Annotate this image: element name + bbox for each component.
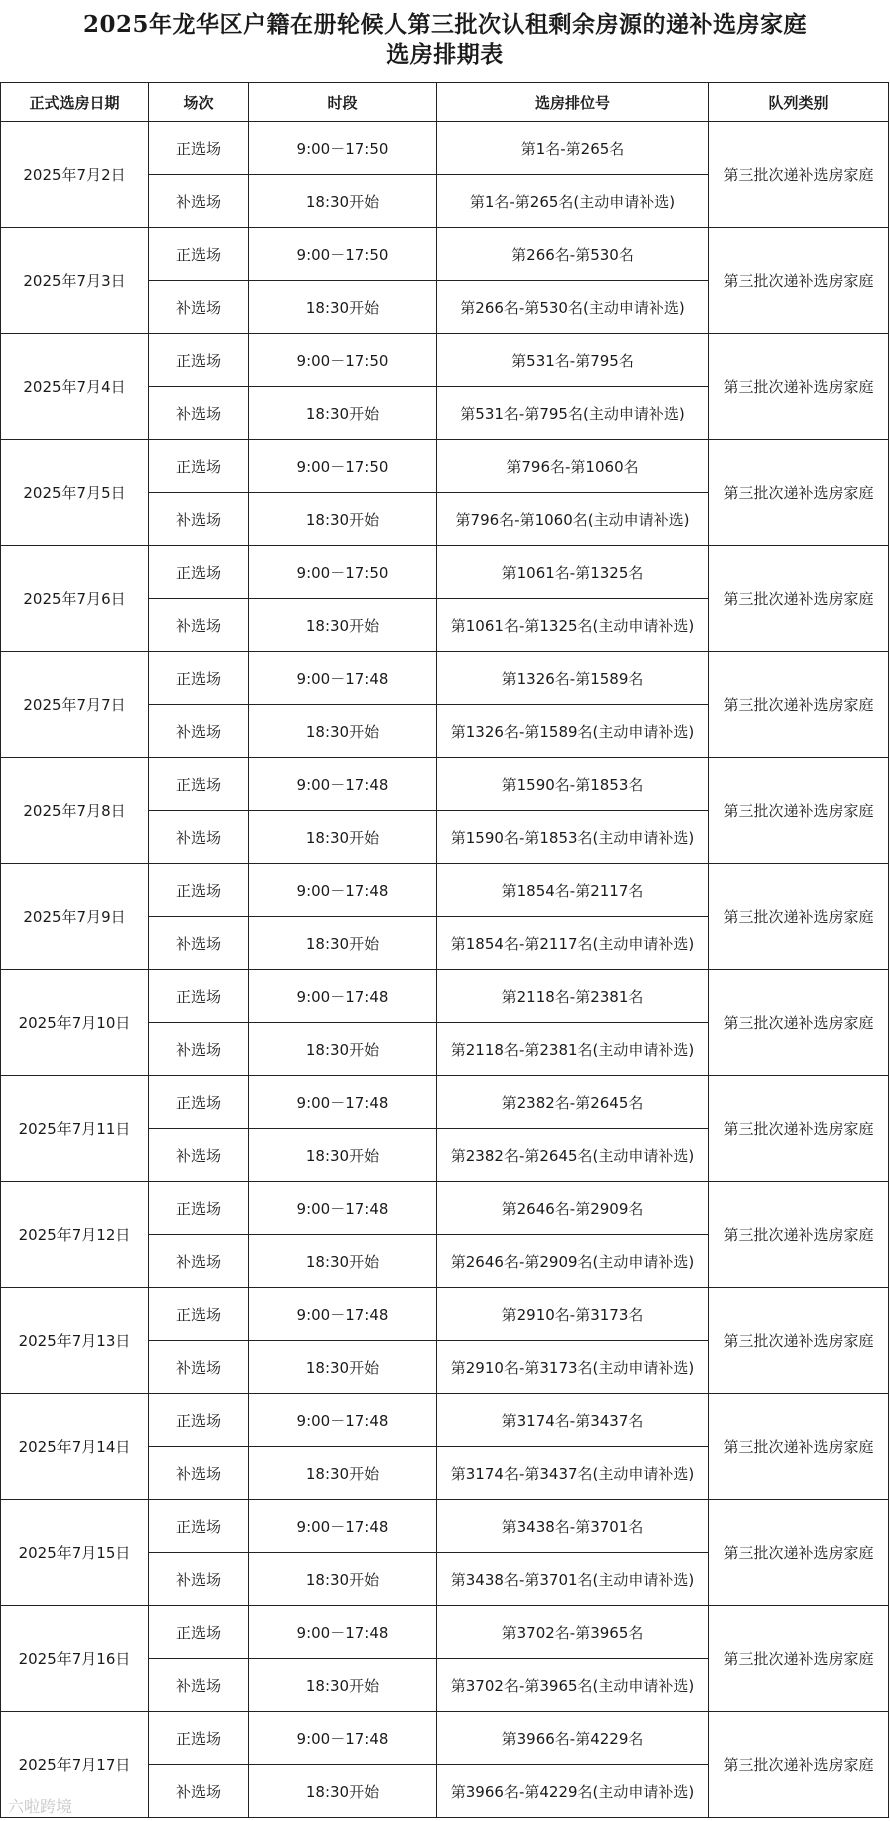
session-cell-main: 正选场	[149, 334, 249, 387]
session-cell-main: 正选场	[149, 440, 249, 493]
time-cell-supplement: 18:30开始	[249, 1341, 437, 1394]
date-cell: 2025年7月8日	[1, 758, 149, 864]
rank-cell-supplement: 第531名-第795名(主动申请补选)	[437, 387, 709, 440]
schedule-table	[0, 82, 889, 1818]
table-row	[1, 1394, 889, 1447]
time-cell-main: 9:00－17:48	[249, 1712, 437, 1765]
session-cell-main: 正选场	[149, 228, 249, 281]
session-cell-supplement: 补选场	[149, 917, 249, 970]
time-cell-main: 9:00－17:48	[249, 1288, 437, 1341]
time-cell-supplement: 18:30开始	[249, 1129, 437, 1182]
table-row	[1, 546, 889, 599]
category-cell: 第三批次递补选房家庭	[709, 440, 889, 546]
category-cell: 第三批次递补选房家庭	[709, 1394, 889, 1500]
time-cell-main: 9:00－17:48	[249, 1606, 437, 1659]
rank-cell-supplement: 第3438名-第3701名(主动申请补选)	[437, 1553, 709, 1606]
time-cell-supplement: 18:30开始	[249, 1659, 437, 1712]
rank-cell-main: 第2646名-第2909名	[437, 1182, 709, 1235]
date-cell: 2025年7月7日	[1, 652, 149, 758]
table-row	[1, 1182, 889, 1235]
table-row	[1, 440, 889, 493]
session-cell-main: 正选场	[149, 864, 249, 917]
category-cell: 第三批次递补选房家庭	[709, 1500, 889, 1606]
time-cell-main: 9:00－17:48	[249, 652, 437, 705]
date-cell: 2025年7月14日	[1, 1394, 149, 1500]
category-cell: 第三批次递补选房家庭	[709, 1076, 889, 1182]
rank-cell-main: 第796名-第1060名	[437, 440, 709, 493]
table-row	[1, 334, 889, 387]
time-cell-supplement: 18:30开始	[249, 1235, 437, 1288]
session-cell-supplement: 补选场	[149, 493, 249, 546]
date-cell: 2025年7月12日	[1, 1182, 149, 1288]
title-line-1: 2025年龙华区户籍在册轮候人第三批次认租剩余房源的递补选房家庭	[82, 11, 807, 38]
table-row	[1, 1076, 889, 1129]
session-cell-supplement: 补选场	[149, 387, 249, 440]
session-cell-main: 正选场	[149, 1500, 249, 1553]
time-cell-supplement: 18:30开始	[249, 387, 437, 440]
date-cell: 2025年7月13日	[1, 1288, 149, 1394]
rank-cell-supplement: 第1854名-第2117名(主动申请补选)	[437, 917, 709, 970]
rank-cell-main: 第3966名-第4229名	[437, 1712, 709, 1765]
date-cell: 2025年7月5日	[1, 440, 149, 546]
rank-cell-supplement: 第1590名-第1853名(主动申请补选)	[437, 811, 709, 864]
rank-cell-supplement: 第3174名-第3437名(主动申请补选)	[437, 1447, 709, 1500]
time-cell-supplement: 18:30开始	[249, 811, 437, 864]
date-cell: 2025年7月17日	[1, 1712, 149, 1818]
table-row	[1, 1500, 889, 1553]
table-row	[1, 864, 889, 917]
session-cell-main: 正选场	[149, 758, 249, 811]
category-cell: 第三批次递补选房家庭	[709, 1712, 889, 1818]
session-cell-main: 正选场	[149, 1182, 249, 1235]
session-cell-supplement: 补选场	[149, 281, 249, 334]
session-cell-supplement: 补选场	[149, 705, 249, 758]
category-cell: 第三批次递补选房家庭	[709, 546, 889, 652]
date-cell: 2025年7月4日	[1, 334, 149, 440]
session-cell-supplement: 补选场	[149, 1765, 249, 1818]
session-cell-supplement: 补选场	[149, 1447, 249, 1500]
session-cell-main: 正选场	[149, 1712, 249, 1765]
title-line-2: 选房排期表	[386, 41, 504, 68]
date-cell: 2025年7月16日	[1, 1606, 149, 1712]
header-category: 队列类别	[709, 83, 889, 122]
session-cell-main: 正选场	[149, 970, 249, 1023]
watermark: 六啦跨境	[8, 1797, 73, 1816]
category-cell: 第三批次递补选房家庭	[709, 970, 889, 1076]
time-cell-main: 9:00－17:48	[249, 1076, 437, 1129]
category-cell: 第三批次递补选房家庭	[709, 1606, 889, 1712]
table-row	[1, 122, 889, 175]
time-cell-main: 9:00－17:48	[249, 1182, 437, 1235]
session-cell-supplement: 补选场	[149, 811, 249, 864]
rank-cell-supplement: 第2118名-第2381名(主动申请补选)	[437, 1023, 709, 1076]
header-date: 正式选房日期	[1, 83, 149, 122]
document-title	[0, 0, 890, 70]
rank-cell-supplement: 第266名-第530名(主动申请补选)	[437, 281, 709, 334]
session-cell-main: 正选场	[149, 1606, 249, 1659]
table-row	[1, 1606, 889, 1659]
time-cell-main: 9:00－17:50	[249, 546, 437, 599]
time-cell-supplement: 18:30开始	[249, 1447, 437, 1500]
date-cell: 2025年7月2日	[1, 122, 149, 228]
category-cell: 第三批次递补选房家庭	[709, 864, 889, 970]
header-session: 场次	[149, 83, 249, 122]
rank-cell-supplement: 第1061名-第1325名(主动申请补选)	[437, 599, 709, 652]
time-cell-main: 9:00－17:50	[249, 228, 437, 281]
table-row	[1, 1288, 889, 1341]
header-time: 时段	[249, 83, 437, 122]
rank-cell-main: 第1590名-第1853名	[437, 758, 709, 811]
rank-cell-main: 第531名-第795名	[437, 334, 709, 387]
rank-cell-supplement: 第1名-第265名(主动申请补选)	[437, 175, 709, 228]
time-cell-supplement: 18:30开始	[249, 175, 437, 228]
session-cell-supplement: 补选场	[149, 1659, 249, 1712]
table-row	[1, 228, 889, 281]
rank-cell-main: 第2910名-第3173名	[437, 1288, 709, 1341]
session-cell-main: 正选场	[149, 122, 249, 175]
table-row	[1, 652, 889, 705]
session-cell-main: 正选场	[149, 546, 249, 599]
time-cell-supplement: 18:30开始	[249, 281, 437, 334]
time-cell-supplement: 18:30开始	[249, 705, 437, 758]
rank-cell-main: 第1名-第265名	[437, 122, 709, 175]
time-cell-main: 9:00－17:48	[249, 758, 437, 811]
date-cell: 2025年7月10日	[1, 970, 149, 1076]
time-cell-main: 9:00－17:48	[249, 1500, 437, 1553]
category-cell: 第三批次递补选房家庭	[709, 1288, 889, 1394]
header-rank: 选房排位号	[437, 83, 709, 122]
rank-cell-main: 第2118名-第2381名	[437, 970, 709, 1023]
category-cell: 第三批次递补选房家庭	[709, 758, 889, 864]
category-cell: 第三批次递补选房家庭	[709, 122, 889, 228]
time-cell-main: 9:00－17:48	[249, 970, 437, 1023]
session-cell-supplement: 补选场	[149, 175, 249, 228]
rank-cell-main: 第2382名-第2645名	[437, 1076, 709, 1129]
time-cell-supplement: 18:30开始	[249, 917, 437, 970]
session-cell-supplement: 补选场	[149, 599, 249, 652]
session-cell-supplement: 补选场	[149, 1553, 249, 1606]
date-cell: 2025年7月11日	[1, 1076, 149, 1182]
table-body	[1, 122, 889, 1818]
category-cell: 第三批次递补选房家庭	[709, 652, 889, 758]
session-cell-main: 正选场	[149, 1076, 249, 1129]
table-header-row	[1, 83, 889, 122]
session-cell-supplement: 补选场	[149, 1235, 249, 1288]
session-cell-supplement: 补选场	[149, 1129, 249, 1182]
rank-cell-supplement: 第1326名-第1589名(主动申请补选)	[437, 705, 709, 758]
rank-cell-supplement: 第3702名-第3965名(主动申请补选)	[437, 1659, 709, 1712]
time-cell-supplement: 18:30开始	[249, 599, 437, 652]
rank-cell-main: 第3438名-第3701名	[437, 1500, 709, 1553]
rank-cell-supplement: 第2646名-第2909名(主动申请补选)	[437, 1235, 709, 1288]
rank-cell-supplement: 第2382名-第2645名(主动申请补选)	[437, 1129, 709, 1182]
rank-cell-supplement: 第796名-第1060名(主动申请补选)	[437, 493, 709, 546]
session-cell-supplement: 补选场	[149, 1023, 249, 1076]
session-cell-main: 正选场	[149, 1288, 249, 1341]
rank-cell-main: 第3702名-第3965名	[437, 1606, 709, 1659]
date-cell: 2025年7月15日	[1, 1500, 149, 1606]
table-row	[1, 758, 889, 811]
date-cell: 2025年7月9日	[1, 864, 149, 970]
time-cell-supplement: 18:30开始	[249, 1023, 437, 1076]
category-cell: 第三批次递补选房家庭	[709, 228, 889, 334]
date-cell: 2025年7月3日	[1, 228, 149, 334]
time-cell-main: 9:00－17:50	[249, 122, 437, 175]
rank-cell-supplement: 第2910名-第3173名(主动申请补选)	[437, 1341, 709, 1394]
time-cell-main: 9:00－17:48	[249, 1394, 437, 1447]
time-cell-supplement: 18:30开始	[249, 1765, 437, 1818]
category-cell: 第三批次递补选房家庭	[709, 1182, 889, 1288]
session-cell-supplement: 补选场	[149, 1341, 249, 1394]
rank-cell-main: 第1061名-第1325名	[437, 546, 709, 599]
rank-cell-main: 第1854名-第2117名	[437, 864, 709, 917]
time-cell-supplement: 18:30开始	[249, 1553, 437, 1606]
rank-cell-main: 第1326名-第1589名	[437, 652, 709, 705]
session-cell-main: 正选场	[149, 1394, 249, 1447]
time-cell-main: 9:00－17:50	[249, 440, 437, 493]
rank-cell-main: 第3174名-第3437名	[437, 1394, 709, 1447]
date-cell: 2025年7月6日	[1, 546, 149, 652]
table-row	[1, 970, 889, 1023]
category-cell: 第三批次递补选房家庭	[709, 334, 889, 440]
table-row	[1, 1712, 889, 1765]
time-cell-main: 9:00－17:50	[249, 334, 437, 387]
time-cell-supplement: 18:30开始	[249, 493, 437, 546]
rank-cell-supplement: 第3966名-第4229名(主动申请补选)	[437, 1765, 709, 1818]
time-cell-main: 9:00－17:48	[249, 864, 437, 917]
session-cell-main: 正选场	[149, 652, 249, 705]
rank-cell-main: 第266名-第530名	[437, 228, 709, 281]
